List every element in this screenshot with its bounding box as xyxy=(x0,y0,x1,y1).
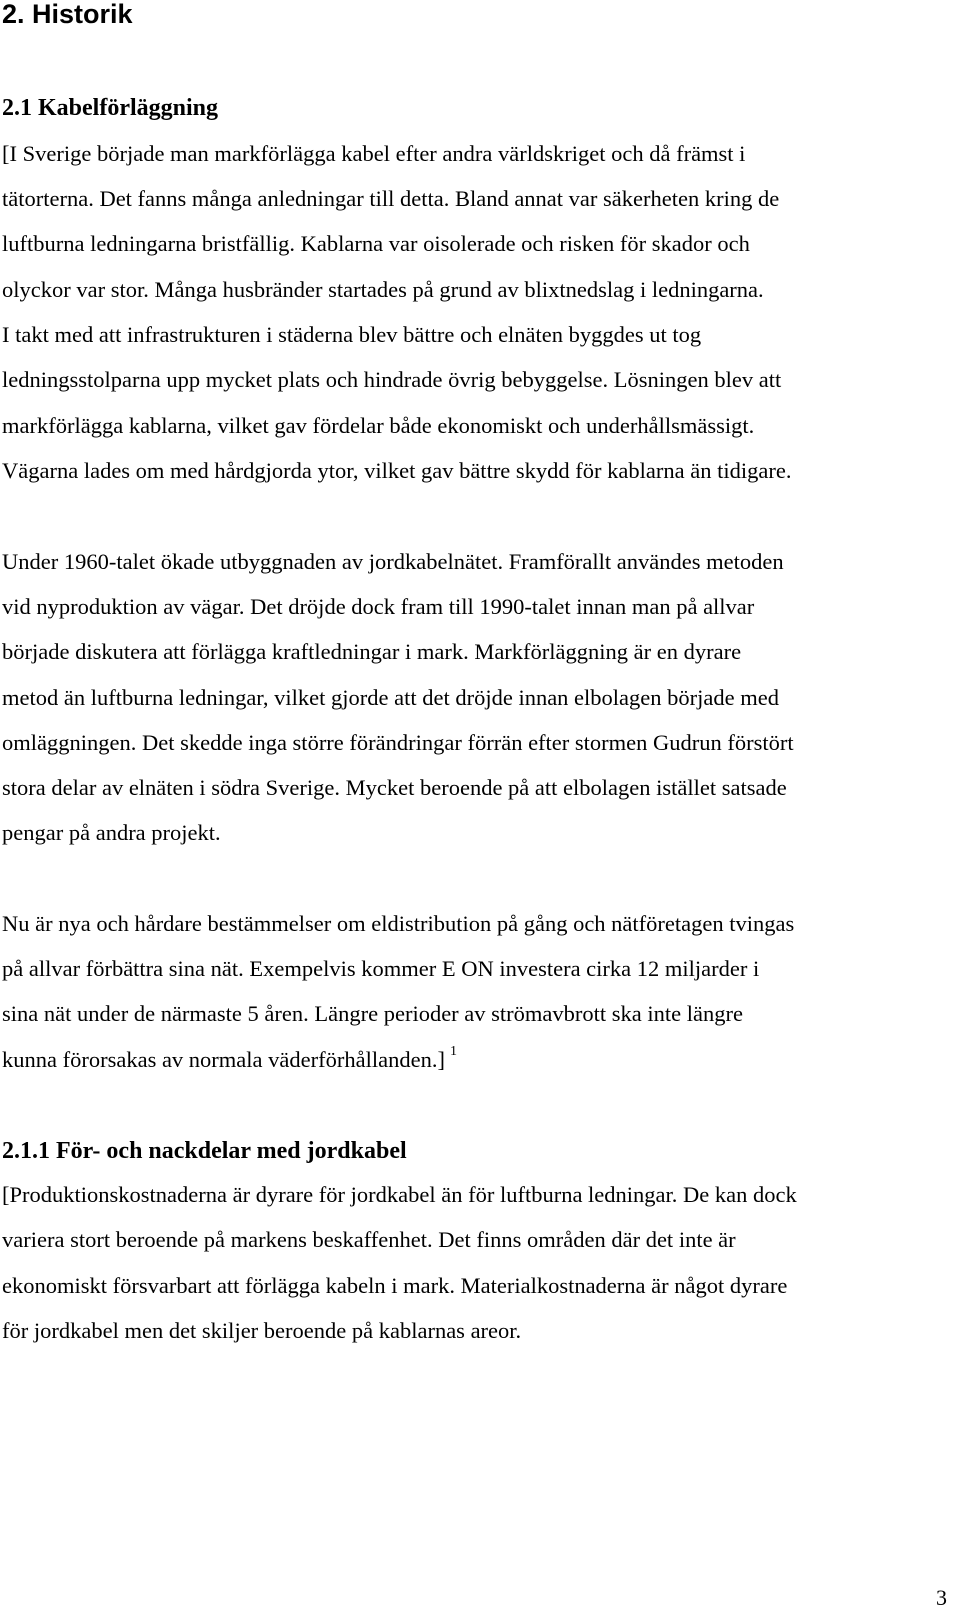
text-line: stora delar av elnäten i södra Sverige. Mycket beroende på att elbolagen istället satsade xyxy=(2,775,787,800)
page-number: 3 xyxy=(936,1585,947,1610)
text-line: vid nyproduktion av vägar. Det dröjde dock fram till 1990-talet innan man på allvar xyxy=(2,594,755,619)
section-heading-2-1-1: 2.1.1 För- och nackdelar med jordkabel xyxy=(2,1138,407,1164)
text-line: Under 1960-talet ökade utbyggnaden av jordkabelnätet. Framförallt användes metoden xyxy=(2,549,784,574)
text-line-content: kunna förorsakas av normala väderförhållanden.] xyxy=(2,1047,445,1072)
text-line: ekonomiskt försvarbart att förlägga kabeln i mark. Materialkostnaderna är något dyrare xyxy=(2,1273,788,1298)
text-line: Vägarna lades om med hårdgjorda ytor, vilket gav bättre skydd för kablarna än tidigare. xyxy=(2,458,792,483)
text-line: [Produktionskostnaderna är dyrare för jordkabel än för luftburna ledningar. De kan dock xyxy=(2,1182,797,1207)
chapter-heading: 2. Historik xyxy=(2,0,133,29)
text-line: variera stort beroende på markens beskaffenhet. Det finns områden där det inte är xyxy=(2,1227,736,1252)
text-line: luftburna ledningarna bristfällig. Kablarna var oisolerade och risken för skador och xyxy=(2,231,750,256)
text-line: omläggningen. Det skedde inga större förändringar förrän efter stormen Gudrun förstört xyxy=(2,730,794,755)
text-line: markförlägga kablarna, vilket gav fördelar både ekonomiskt och underhållsmässigt. xyxy=(2,413,755,438)
text-line: sina nät under de närmaste 5 åren. Längre perioder av strömavbrott ska inte längre xyxy=(2,1001,743,1026)
text-line: ledningsstolparna upp mycket plats och hindrade övrig bebyggelse. Lösningen blev att xyxy=(2,367,782,392)
text-line: för jordkabel men det skiljer beroende på kablarnas areor. xyxy=(2,1318,522,1343)
text-line: olyckor var stor. Många husbränder startades på grund av blixtnedslag i ledningarna. xyxy=(2,277,764,302)
text-line: Nu är nya och hårdare bestämmelser om eldistribution på gång och nätföretagen tvingas xyxy=(2,911,795,936)
text-line: tätorterna. Det fanns många anledningar till detta. Bland annat var säkerheten kring de xyxy=(2,186,780,211)
text-line: på allvar förbättra sina nät. Exempelvis kommer E ON investera cirka 12 miljarder i xyxy=(2,956,760,981)
text-line: [I Sverige började man markförlägga kabel efter andra världskriget och då främst i xyxy=(2,141,746,166)
text-line: I takt med att infrastrukturen i städerna blev bättre och elnäten byggdes ut tog xyxy=(2,322,702,347)
text-line: började diskutera att förlägga kraftledningar i mark. Markförläggning är en dyrare xyxy=(2,639,742,664)
section-heading-2-1: 2.1 Kabelförläggning xyxy=(2,95,219,121)
text-line: pengar på andra projekt. xyxy=(2,820,221,845)
footnote-marker[interactable]: 1 xyxy=(449,1044,457,1059)
text-line xyxy=(2,1045,457,1075)
text-line: metod än luftburna ledningar, vilket gjorde att det dröjde innan elbolagen började med xyxy=(2,685,779,710)
